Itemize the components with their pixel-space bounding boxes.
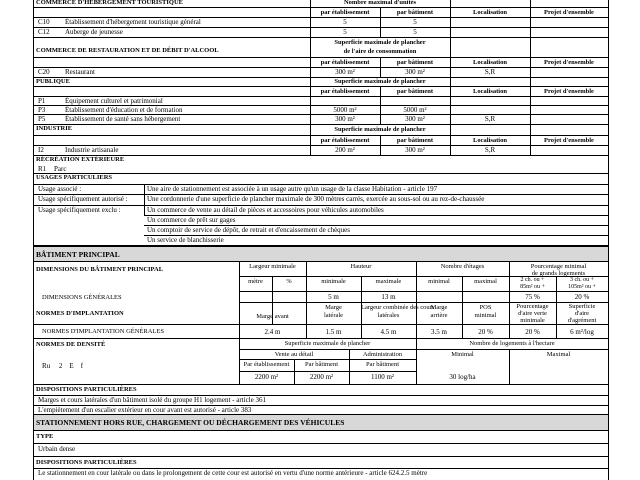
value-bat: 300 m² bbox=[405, 146, 425, 154]
col-par-batiment: par bâtiment bbox=[396, 137, 434, 144]
sub-3ch-2: 105m² ou + bbox=[568, 284, 596, 290]
hauteur-header: Hauteur bbox=[350, 263, 372, 270]
usage-label: Établissement de santé sans hébergement bbox=[65, 115, 181, 123]
usage-associe-text: Une aire de stationnement est associée à un usage autre qu'un usage de la classe Habitation - article 197 bbox=[147, 185, 438, 193]
usage-label: Restaurant bbox=[65, 68, 95, 76]
aire-verte-value: 20 % bbox=[525, 328, 540, 336]
aire-agrement-header-2: d'aire bbox=[574, 310, 590, 317]
usage-autorise-text: Une cordonnerie d'une superficie de plancher maximale de 300 mètres carrés, exercée au sous-sol ou au rez-de-chaussée bbox=[147, 195, 485, 203]
col-projet-ensemble: Projet d'ensemble bbox=[544, 137, 594, 144]
usage-exclu-extra: Un comptoir de service de dépôt, de retrait et d'encaissement de chèques bbox=[147, 226, 351, 234]
col-localisation: Localisation bbox=[473, 137, 507, 144]
restauration-subheader-row bbox=[34, 58, 608, 68]
par-batiment-admin-header: Par bâtiment bbox=[365, 361, 400, 368]
col-projet-ensemble: Projet d'ensemble bbox=[544, 9, 594, 16]
restauration-title: COMMERCE DE RESTAURATION ET DE DÉBIT D'ALCOOL bbox=[36, 47, 219, 54]
dimensions-generales-label: DIMENSIONS GÉNÉRALES bbox=[42, 294, 122, 301]
value-loc: S,R bbox=[484, 146, 496, 154]
aire-agrement-header-3: d'agrément bbox=[567, 317, 597, 324]
largeur-cours-value: 4.5 m bbox=[380, 328, 397, 336]
recreation-section bbox=[34, 156, 608, 174]
superficie-header-2: de l'aire de consommation bbox=[343, 48, 417, 55]
densite-title: NORMES DE DENSITÉ bbox=[36, 341, 106, 348]
par-batiment-header: Par bâtiment bbox=[304, 361, 339, 368]
industrie-title: INDUSTRIE bbox=[36, 125, 73, 132]
stationnement-banner bbox=[34, 415, 608, 431]
col-localisation: Localisation bbox=[473, 9, 507, 16]
table-row bbox=[34, 18, 608, 28]
col-par-etablissement: par établissement bbox=[320, 137, 370, 144]
usage-label: Industrie artisanale bbox=[65, 146, 119, 154]
etages-header: Nombre d'étages bbox=[440, 263, 485, 270]
dispositions-section bbox=[34, 385, 608, 415]
stationnement-dispositions-title: DISPOSITIONS PARTICULIÈRES bbox=[36, 459, 137, 466]
sub-2ch: 2 ch. ou + bbox=[520, 277, 545, 283]
value-bat: 5 bbox=[413, 28, 417, 36]
aire-verte-header-2: d'aire verte bbox=[518, 310, 547, 317]
value-etab: 200 m² bbox=[335, 146, 355, 154]
table-row bbox=[34, 28, 608, 38]
aire-agrement-value: 6 m²/log bbox=[570, 328, 594, 336]
zoning-grid-page bbox=[33, 0, 609, 480]
table-row bbox=[34, 68, 608, 78]
usage-code: P3 bbox=[38, 106, 46, 114]
pct-header: Pourcentage minimal bbox=[530, 263, 587, 270]
superficie-header: Superficie maximale de plancher bbox=[334, 126, 426, 133]
usage-label: Établissement d'hébergement touristique général bbox=[65, 18, 201, 26]
usage-code: I2 bbox=[38, 146, 44, 154]
densite-logements-header: Nombre de logements à l'hectare bbox=[469, 340, 555, 347]
type-title: TYPE bbox=[36, 433, 54, 440]
type-section bbox=[34, 431, 608, 457]
value-bat: 300 m² bbox=[405, 115, 425, 123]
stationnement-disposition-line: Le stationnement en cour latérale ou dans le prolongement de cette cour est autorisé en vertu d'une norme antérieure - article 624.2.5 mètre bbox=[38, 469, 428, 477]
pct-3ch-value: 20 % bbox=[574, 293, 590, 301]
usage-exclu-label: Usage spécifiquement exclu : bbox=[38, 206, 121, 214]
industrie-header-row bbox=[34, 125, 608, 136]
value-etab: 5 bbox=[343, 28, 347, 36]
aire-agrement-header: Superficie bbox=[568, 303, 596, 310]
col-localisation: Localisation bbox=[473, 59, 507, 66]
sub-2ch-2: 85m² ou + bbox=[520, 284, 545, 290]
col-localisation: Localisation bbox=[473, 88, 507, 95]
dimensions-title: DIMENSIONS DU BÂTIMENT PRINCIPAL bbox=[36, 266, 164, 273]
usages-particuliers-section bbox=[34, 174, 608, 246]
log-min-value: 30 log/ha bbox=[449, 373, 476, 381]
usage-code: C12 bbox=[38, 28, 50, 36]
value-loc: S,R bbox=[484, 68, 496, 76]
stationnement-title: STATIONNEMENT HORS RUE, CHARGEMENT OU DÉCHARGEMENT DES VÉHICULES bbox=[36, 418, 345, 427]
publique-title: PUBLIQUE bbox=[36, 78, 70, 85]
value-bat: 5000 m² bbox=[403, 106, 427, 114]
marge-arriere-header-2: arrière bbox=[430, 312, 448, 319]
usage-code: P1 bbox=[38, 97, 46, 105]
marge-arriere-value: 3.5 m bbox=[431, 328, 447, 336]
aire-verte-header: Pourcentage bbox=[516, 303, 549, 310]
sub-3ch: 3 ch. ou + bbox=[569, 277, 595, 283]
industrie-subheader-row bbox=[34, 136, 608, 146]
stationnement-dispositions-section bbox=[34, 457, 608, 480]
col-par-etablissement: par établissement bbox=[320, 9, 370, 16]
marge-avant-value: 2.4 m bbox=[264, 328, 281, 336]
table-row bbox=[34, 97, 608, 106]
recreation-title: RÉCRÉATION EXTÉRIEURE bbox=[36, 156, 125, 163]
vente-etab-value: 2200 m² bbox=[254, 373, 279, 381]
marge-avant-header: Marge avant bbox=[256, 313, 289, 320]
value-etab: 5 bbox=[343, 18, 347, 26]
normes-implantation-title: NORMES D'IMPLANTATION bbox=[36, 310, 124, 317]
col-projet-ensemble: Projet d'ensemble bbox=[544, 59, 594, 66]
dispositions-title: DISPOSITIONS PARTICULIÈRES bbox=[36, 386, 137, 393]
hauteur-max-value: 13 m bbox=[381, 293, 396, 301]
publique-subheader-row bbox=[34, 87, 608, 97]
disposition-line: Marges et cours latérales d'un bâtiment isolé du groupe H1 logement - article 361 bbox=[38, 396, 266, 404]
col-par-batiment: par bâtiment bbox=[396, 9, 434, 16]
table-row bbox=[34, 146, 608, 156]
vente-bat-value: 2200 m² bbox=[309, 373, 334, 381]
pos-header: POS bbox=[479, 304, 492, 311]
hauteur-min-value: 5 m bbox=[328, 293, 339, 301]
marge-arriere-header: Marge bbox=[430, 304, 448, 311]
col-par-etablissement: par établissement bbox=[320, 59, 370, 66]
type-value: Urbain dense bbox=[38, 445, 76, 453]
densite-section bbox=[34, 339, 608, 385]
admin-value: 1100 m² bbox=[370, 373, 395, 381]
usage-label: Équipement culturel et patrimonial bbox=[65, 97, 163, 105]
usage-label: Parc bbox=[54, 165, 67, 173]
usage-autorise-label: Usage spécifiquement autorisé : bbox=[38, 195, 128, 203]
pct-2ch-value: 75 % bbox=[525, 293, 540, 301]
usage-code: R1 bbox=[38, 165, 47, 173]
usage-code: C20 bbox=[38, 68, 50, 76]
largeur-cours-header-2: latérales bbox=[377, 312, 400, 319]
publique-header-row bbox=[34, 78, 608, 87]
value-etab: 300 m² bbox=[335, 68, 355, 76]
pos-value: 20 % bbox=[478, 328, 493, 336]
superficie-header: Superficie maximale de plancher bbox=[334, 39, 426, 46]
value-bat: 5 bbox=[413, 18, 417, 26]
sub-minimale: minimale bbox=[321, 278, 346, 285]
marge-laterale-value: 1.5 m bbox=[325, 328, 342, 336]
marge-laterale-header-2: latérale bbox=[323, 312, 344, 319]
administration-header: Administration bbox=[362, 351, 403, 358]
usage-exclu-extra: Un service de blanchisserie bbox=[147, 236, 224, 244]
densite-superficie-header: Superficie maximale de plancher bbox=[284, 340, 371, 347]
table-row bbox=[34, 106, 608, 115]
vente-detail-header: Vente au détail bbox=[274, 351, 314, 358]
sub-maximal: maximal bbox=[474, 278, 497, 285]
usage-exclu-extra: Un commerce de prêt sur gages bbox=[147, 216, 236, 224]
hebergement-subheader-row bbox=[34, 8, 608, 18]
col-par-batiment: par bâtiment bbox=[396, 88, 434, 95]
hebergement-header-row bbox=[34, 0, 608, 8]
usage-label: Établissement d'éducation et de formation bbox=[65, 106, 183, 114]
superficie-header: Superficie maximale de plancher bbox=[334, 78, 426, 85]
hebergement-title: COMMERCE D'HÉBERGEMENT TOURISTIQUE bbox=[36, 0, 183, 6]
minimal-header: Minimal bbox=[451, 351, 474, 358]
col-projet-ensemble: Projet d'ensemble bbox=[544, 88, 594, 95]
dimensions-section bbox=[34, 262, 608, 325]
batiment-principal-banner bbox=[34, 246, 608, 262]
col-par-etablissement: par établissement bbox=[320, 88, 370, 95]
marge-laterale-header: Marge bbox=[325, 304, 342, 311]
usages-title: USAGES PARTICULIERS bbox=[36, 174, 113, 181]
pct-header-2: de grands logements bbox=[531, 270, 586, 277]
maximal-header: Maximal bbox=[546, 351, 571, 358]
sub-pct: % bbox=[286, 278, 292, 285]
usage-exclu-text: Un commerce de vente au détail de pièces et accessoires pour véhicules automobiles bbox=[147, 206, 384, 214]
value-etab: 300 m² bbox=[335, 115, 355, 123]
col-par-batiment: par bâtiment bbox=[396, 59, 434, 66]
normes-generales-label: NORMES D'IMPLANTATION GÉNÉRALES bbox=[42, 328, 164, 335]
table-row bbox=[34, 115, 608, 125]
batiment-title: BÂTIMENT PRINCIPAL bbox=[36, 250, 120, 259]
usage-associe-label: Usage associé : bbox=[38, 185, 82, 193]
nombre-max-header: Nombre maximal d'unités bbox=[343, 0, 417, 6]
par-etablissement-header: Par établissement bbox=[243, 361, 290, 368]
restauration-header-row bbox=[34, 38, 608, 58]
pos-header-2: minimal bbox=[474, 312, 497, 319]
normes-generales-row bbox=[34, 325, 608, 339]
largeur-header: Largeur minimale bbox=[249, 263, 296, 270]
sub-maximale: maximale bbox=[375, 278, 402, 285]
disposition-line: L'empiètement d'un escalier extérieur en cour avant est autorisé - article 383 bbox=[38, 406, 252, 414]
value-etab: 5000 m² bbox=[333, 106, 357, 114]
usage-label: Auberge de jeunesse bbox=[65, 28, 123, 36]
densite-row-label: Ru 2 E f bbox=[42, 362, 84, 370]
usage-code: C10 bbox=[38, 18, 50, 26]
value-loc: S,R bbox=[484, 115, 496, 123]
sub-minimal: minimal bbox=[428, 278, 450, 285]
value-bat: 300 m² bbox=[405, 68, 425, 76]
usage-code: P5 bbox=[38, 115, 46, 123]
largeur-cours-header: Largeur combinée des cours bbox=[361, 304, 435, 311]
aire-verte-header-3: minimale bbox=[520, 317, 545, 324]
sub-metre: mètre bbox=[248, 278, 263, 285]
